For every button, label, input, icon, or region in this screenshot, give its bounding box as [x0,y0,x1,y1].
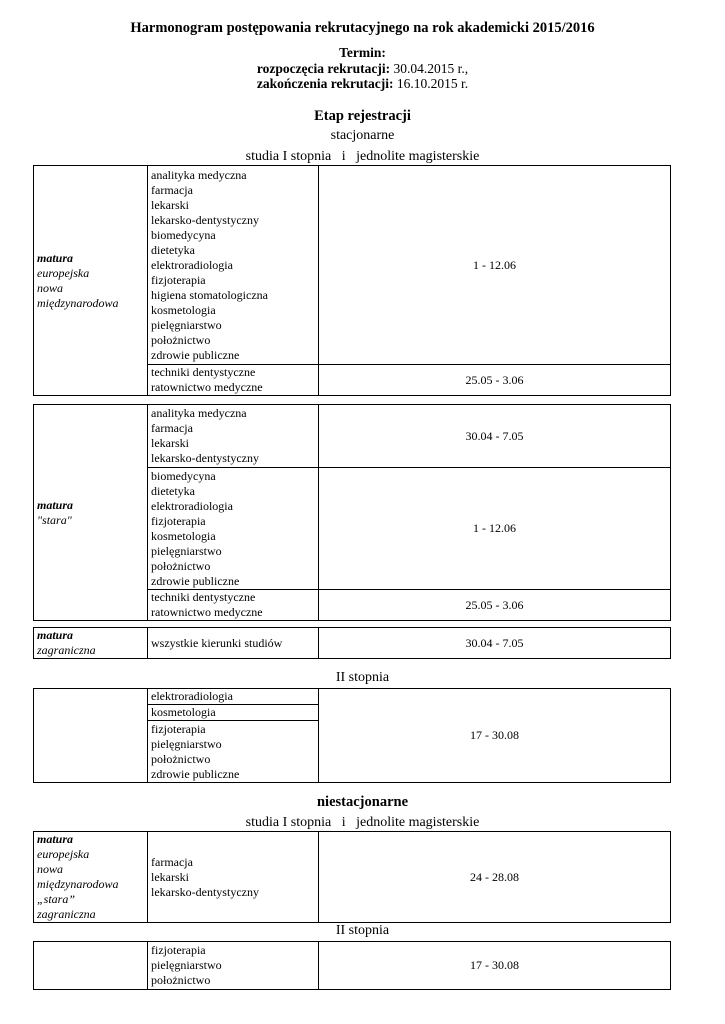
matura-type-cell [34,832,148,923]
major-item: higiena stomatologiczna [151,287,268,302]
schedule-table-ii-stopnia [33,688,671,783]
matura-type-line: międzynarodowa [37,877,119,891]
major-item: położnictwo [151,558,211,573]
major-item: techniki dentystyczne [151,590,256,604]
empty-type-cell [34,942,148,990]
start-value: 30.04.2015 r., [393,61,469,76]
major-item: lekarski [151,197,189,212]
major-item: dietetyka [151,483,195,498]
major-item: fizjoterapia [151,272,206,287]
heading-ii-stopnia: II stopnia [335,923,390,938]
major-item: lekarsko-dentystyczny [151,451,259,465]
matura-type-line: nowa [37,862,64,876]
matura-type-label: matura [37,832,74,846]
major-item: analityka medyczna [151,167,247,182]
major-item: lekarski [151,436,189,450]
matura-type-cell [34,166,148,396]
table-row [34,832,671,923]
major-item: ratownictwo medyczne [151,380,263,394]
date-cell: 25.05 - 3.06 [319,365,671,396]
matura-type-line: europejska [37,847,90,861]
major-item: pielęgniarstwo [151,958,222,972]
majors-cell [148,832,319,923]
major-item: lekarsko-dentystyczny [151,212,259,227]
table-row [34,166,671,365]
matura-type-line: "stara" [37,512,72,527]
start-line [0,61,725,76]
matura-type-line: „stara” [37,892,76,906]
date-cell: 30.04 - 7.05 [319,628,671,659]
major-item: elektroradiologia [151,257,233,272]
majors-cell [148,405,319,468]
major-cell: kosmetologia [148,705,319,721]
major-item: elektroradiologia [151,498,233,513]
heading-studia-i-stopnia: studia I stopnia i jednolite magisterskie [245,149,480,164]
start-label: rozpoczęcia rekrutacji: [256,61,391,76]
major-item: kosmetologia [151,302,216,317]
heading-studia-i-stopnia: studia I stopnia i jednolite magisterskie [245,815,480,830]
major-item: pielęgniarstwo [151,543,222,558]
end-label: zakończenia rekrutacji: [256,76,394,91]
matura-type-label: matura [37,497,74,512]
major-item: biomedycyna [151,468,216,483]
heading-ii-stopnia: II stopnia [335,670,390,685]
schedule-table-niestacjonarne [33,831,671,923]
date-cell: 25.05 - 3.06 [319,590,671,621]
schedule-table-matura-zagraniczna [33,627,671,659]
major-item: położnictwo [151,973,211,987]
major-item: techniki dentystyczne [151,365,256,379]
major-item: zdrowie publiczne [151,766,240,781]
matura-type-line: europejska [37,265,90,280]
major-item: fizjoterapia [151,721,206,736]
major-item: położnictwo [151,751,211,766]
termin-label: Termin: [339,45,386,60]
majors-cell [148,468,319,590]
major-item: pielęgniarstwo [151,736,222,751]
majors-cell: wszystkie kierunki studiów [148,628,319,659]
major-item: farmacja [151,421,193,435]
major-item: lekarski [151,869,189,884]
matura-type-line: nowa [37,280,64,295]
section-title-niestacjonarne: niestacjonarne [316,794,408,810]
matura-type-line: zagraniczna [37,907,96,921]
major-cell: elektroradiologia [148,689,319,705]
matura-type-label: matura [37,628,74,642]
major-item: fizjoterapia [151,513,206,528]
page-title: Harmonogram postępowania rekrutacyjnego na rok akademicki 2015/2016 [130,20,595,36]
major-item: zdrowie publiczne [151,347,240,362]
major-item: dietetyka [151,242,195,257]
major-item: fizjoterapia [151,943,206,957]
table-row [34,942,671,990]
section-title-etap: Etap rejestracji [314,108,411,124]
table-row [34,628,671,659]
major-item: ratownictwo medyczne [151,605,263,619]
major-item: farmacja [151,854,193,869]
matura-type-label: matura [37,250,74,265]
majors-cell [148,721,319,783]
table-row [34,689,671,705]
schedule-table-niestacjonarne-ii [33,941,671,990]
majors-cell [148,365,319,396]
major-item: biomedycyna [151,227,216,242]
matura-type-cell [34,628,148,659]
major-item: analityka medyczna [151,406,247,420]
majors-cell [148,166,319,365]
major-item: lekarsko-dentystyczny [151,884,259,899]
end-value: 16.10.2015 r. [396,76,469,91]
major-item: kosmetologia [151,528,216,543]
date-cell: 1 - 12.06 [319,468,671,590]
date-cell: 17 - 30.08 [319,942,671,990]
schedule-table-matura-stara [33,404,671,621]
majors-cell [148,942,319,990]
majors-cell [148,590,319,621]
matura-type-line: międzynarodowa [37,295,119,310]
schedule-table-matura-nowa [33,165,671,396]
major-item: farmacja [151,182,193,197]
date-cell: 30.04 - 7.05 [319,405,671,468]
table-row [34,405,671,468]
date-cell: 1 - 12.06 [319,166,671,365]
matura-type-cell [34,405,148,621]
matura-type-line: zagraniczna [37,643,96,657]
major-item: zdrowie publiczne [151,573,240,588]
section-title-stacjonarne: stacjonarne [330,128,395,143]
major-item: położnictwo [151,332,211,347]
date-cell: 17 - 30.08 [319,689,671,783]
empty-type-cell [34,689,148,783]
major-item: pielęgniarstwo [151,317,222,332]
end-line [0,76,725,91]
date-cell: 24 - 28.08 [319,832,671,923]
